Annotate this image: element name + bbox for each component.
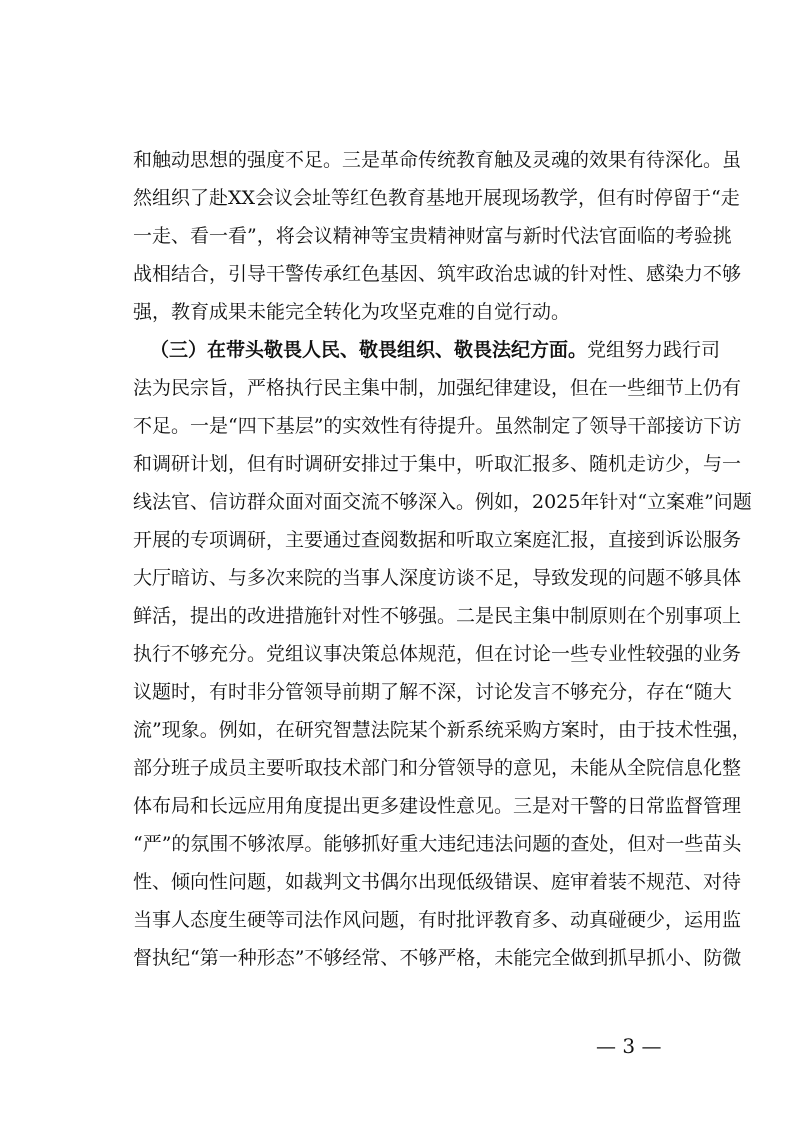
body-line-6: 法为民宗旨，严格执行民主集中制，加强纪律建设，但在一些细节上仍有 [133, 377, 742, 399]
page-number: — 3 — [596, 1034, 662, 1058]
body-line-18: “严”的氛围不够浓厚。能够抓好重大违纪违法问题的查处，但对一些苗头 [133, 833, 742, 855]
body-line-19: 性、倾向性问题，如裁判文书偶尔出现低级错误、庭审着装不规范、对待 [133, 871, 742, 893]
body-line-21: 督执纪“第一种形态”不够经常、不够严格，未能完全做到抓早抓小、防微 [133, 947, 742, 969]
section-intro: 党组努力践行司 [587, 339, 721, 361]
body-line-5: 强，教育成果未能完全转化为攻坚克难的自觉行动。 [133, 301, 571, 323]
body-line-17: 体布局和长远应用角度提出更多建设性意见。三是对干警的日常监督管理 [133, 795, 742, 817]
body-line-11: 大厅暗访、与多次来院的当事人深度访谈不足，导致发现的问题不够具体 [133, 567, 742, 589]
body-line-2: 然组织了赴XX会议会址等红色教育基地开展现场教学，但有时停留于“走 [133, 187, 740, 209]
body-line-3: 一走、看一看”，将会议精神等宝贵精神财富与新时代法官面临的考验挑 [133, 225, 732, 247]
body-line-15: 流”现象。例如，在研究智慧法院某个新系统采购方案时，由于技术性强， [133, 719, 751, 741]
body-line-13: 执行不够充分。党组议事决策总体规范，但在讨论一些专业性较强的业务 [133, 643, 742, 665]
body-line-12: 鲜活，提出的改进措施针对性不够强。二是民主集中制原则在个别事项上 [133, 605, 742, 627]
body-line-20: 当事人态度生硬等司法作风问题，有时批评教育多、动真碰硬少，运用监 [133, 909, 742, 931]
body-line-10: 开展的专项调研，主要通过查阅数据和听取立案庭汇报，直接到诉讼服务 [133, 529, 742, 551]
body-line-9: 线法官、信访群众面对面交流不够深入。例如，2025年针对“立案难”问题 [133, 491, 752, 513]
body-line-16: 部分班子成员主要听取技术部门和分管领导的意见，未能从全院信息化整 [133, 757, 742, 779]
section-paragraph-first-line [150, 338, 721, 362]
body-line-1: 和触动思想的强度不足。三是革命传统教育触及灵魂的效果有待深化。虽 [133, 149, 742, 171]
body-line-8: 和调研计划，但有时调研安排过于集中，听取汇报多、随机走访少，与一 [133, 453, 742, 475]
body-line-14: 议题时，有时非分管领导前期了解不深，讨论发言不够充分，存在“随大 [133, 681, 732, 703]
body-line-4: 战相结合，引导干警传承红色基因、筑牢政治忠诚的针对性、感染力不够 [133, 263, 742, 285]
section-heading: （三）在带头敬畏人民、敬畏组织、敬畏法纪方面。 [150, 339, 588, 361]
body-line-7: 不足。一是“四下基层”的实效性有待提升。虽然制定了领导干部接访下访 [133, 415, 742, 437]
